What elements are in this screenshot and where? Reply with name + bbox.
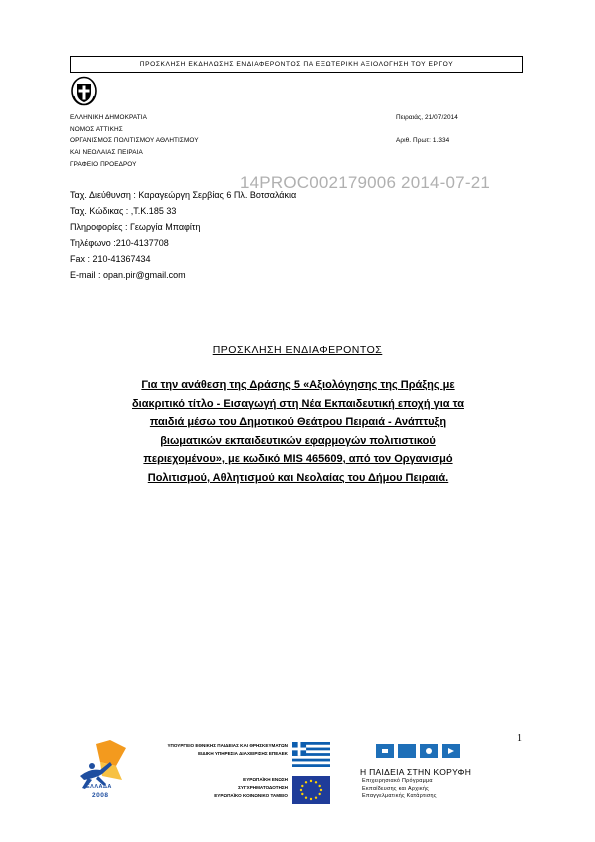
protocol-number: Αριθ. Πρωτ: 1.334 bbox=[396, 137, 450, 145]
subject-line: βιωματικών εκπαιδευτικών εφαρμογών πολιτιστικού bbox=[160, 434, 436, 447]
greek-emblem-icon bbox=[71, 76, 97, 106]
olympic-year: 2008 bbox=[92, 792, 109, 799]
eu-line: ΕΥΡΩΠΑΪΚΗ ΕΝΩΣΗ bbox=[243, 777, 288, 782]
contact-email: E-mail : opan.pir@gmail.com bbox=[70, 270, 186, 280]
contact-block bbox=[70, 187, 390, 283]
subject-paragraph bbox=[78, 376, 518, 487]
issuer-line: ΓΡΑΦΕΙΟ ΠΡΟΕΔΡΟΥ bbox=[70, 160, 137, 168]
greek-flag-icon bbox=[292, 742, 330, 767]
ministry-line: ΕΙΔΙΚΗ ΥΠΗΡΕΣΙΑ ΔΙΑΧΕΙΡΙΣΗΣ ΕΠΕΑΕΚ bbox=[198, 751, 288, 756]
issuer-line: ΕΛΛΗΝΙΚΗ ΔΗΜΟΚΡΑΤΙΑ bbox=[70, 114, 147, 121]
paideia-line: Εκπαίδευσης και Αρχικής bbox=[362, 785, 430, 792]
paideia-logo-icon bbox=[376, 744, 460, 758]
document-header-box: ΠΡΟΣΚΛΗΣΗ ΕΚΔΗΛΩΣΗΣ ΕΝΔΙΑΦΕΡΟΝΤΟΣ ΠΑ ΕΞΩΤΕΡΙΚΗ ΑΞΙΟΛΟΓΗΣΗ ΤΟΥ ΕΡΓΟΥ bbox=[70, 56, 523, 73]
olympic-text: ΕΛΛΑΔΑ bbox=[86, 784, 112, 790]
issuer-line: ΚΑΙ ΝΕΟΛΑΙΑΣ ΠΕΙΡΑΙΑ bbox=[70, 149, 143, 157]
issuer-block bbox=[70, 112, 370, 171]
protocol-stamp: 14PROC002179006 2014-07-21 bbox=[240, 173, 490, 192]
paideia-line: Επιχειρησιακό Πρόγραμμα bbox=[362, 778, 433, 784]
contact-phone: Τηλέφωνο :210-4137708 bbox=[70, 238, 169, 248]
page-number: 1 bbox=[517, 733, 522, 744]
paideia-subtitle bbox=[362, 778, 466, 801]
subject-line: Πολιτισμού, Αθλητισμού και Νεολαίας του Δήμου Πειραιά. bbox=[147, 471, 449, 484]
eu-line: ΣΥΓΧΡΗΜΑΤΟΔΟΤΗΣΗ bbox=[238, 785, 288, 790]
issuer-line: ΟΡΓΑΝΙΣΜΟΣ ΠΟΛΙΤΙΣΜΟΥ ΑΘΛΗΤΙΣΜΟΥ bbox=[70, 137, 199, 145]
reference-block bbox=[396, 112, 536, 147]
page-title: ΠΡΟΣΚΛΗΣΗ ΕΝΔΙΑΦΕΡΟΝΤΟΣ bbox=[212, 344, 383, 356]
contact-info: Πληροφορίες : Γεωργία Μπαφίτη bbox=[70, 222, 201, 232]
date-line: Πειραιάς, 21/07/2014 bbox=[396, 114, 458, 121]
subject-line: διακριτικό τίτλο - Εισαγωγή στη Νέα Εκπαιδευτική εποχή για τα bbox=[132, 397, 464, 410]
contact-fax: Fax : 210-41367434 bbox=[70, 254, 151, 264]
greece-2008-logo bbox=[70, 740, 130, 800]
issuer-line: ΝΟΜΟΣ ΑΤΤΙΚΗΣ bbox=[70, 125, 123, 133]
eu-cofunding-text bbox=[158, 776, 288, 800]
eu-flag-icon bbox=[292, 776, 330, 804]
ministry-text bbox=[158, 742, 288, 758]
subject-line: Για την ανάθεση της Δράσης 5 «Αξιολόγησης της Πράξης με bbox=[141, 379, 455, 391]
greece-2008-icon bbox=[70, 740, 130, 800]
paideia-title: Η ΠΑΙΔΕΙΑ ΣΤΗΝ ΚΟΡΥΦΗ bbox=[360, 767, 472, 777]
subject-line: παιδιά μέσω του Δημοτικού Θεάτρου Πειραιά - Ανάπτυξη bbox=[149, 416, 447, 428]
paideia-line: Επαγγελματικής Κατάρτισης bbox=[362, 793, 437, 800]
subject-line: περιεχομένου», με κωδικό MIS 465609, από τον Οργανισμό bbox=[143, 453, 453, 465]
eu-line: ΕΥΡΩΠΑΪΚΟ ΚΟΙΝΩΝΙΚΟ ΤΑΜΕΙΟ bbox=[214, 793, 288, 798]
contact-address: Ταχ. Διεύθυνση : Καραγεώργη Σερβίας 6 Πλ. Βοτσαλάκια bbox=[70, 190, 297, 200]
ministry-line: ΥΠΟΥΡΓΕΙΟ ΕΘΝΙΚΗΣ ΠΑΙΔΕΙΑΣ ΚΑΙ ΘΡΗΣΚΕΥΜΑΤΩΝ bbox=[167, 743, 288, 748]
contact-postal: Ταχ. Κώδικας : ,Τ.Κ.185 33 bbox=[70, 206, 177, 216]
